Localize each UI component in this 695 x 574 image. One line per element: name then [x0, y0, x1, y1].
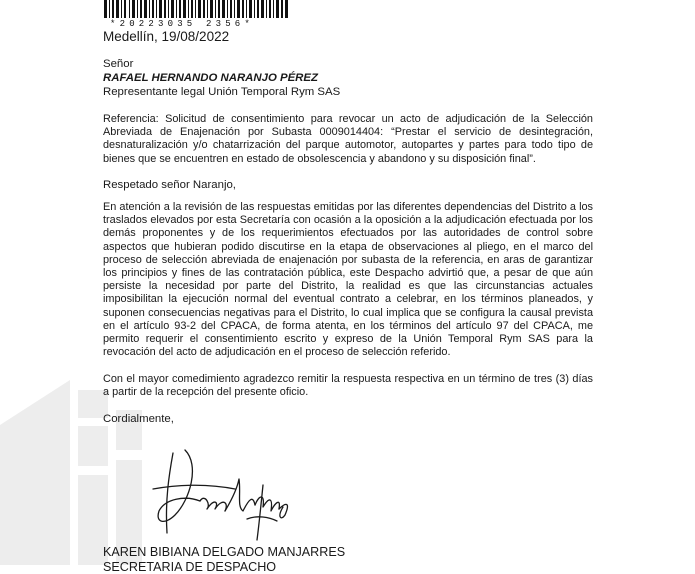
barcode: [104, 0, 288, 18]
watermark-logo: [0, 380, 160, 565]
closing-paragraph: Con el mayor comedimiento agradezco remitir la respuesta respectiva en un término de tres (3) días a partir de la recepción del presente oficio.: [103, 373, 593, 399]
body-paragraph: En atención a la revisión de las respuestas emitidas por las diferentes dependencias del Distrito a los traslados elevados por esta Secretaría con ocasión a la oposición a la adjudicación efectuada por los demás proponentes y de los requerimientos efectuados por las autoridades de control sobre aspectos que hubieran podido discutirse en la etapa de observaciones al pliego, en el marco del proceso de selección abreviada de enajenación por subasta de la referencia, en aras de garantizar los principios y fines de las contratación pública, este Despacho advirtió que, a pesar de que aún persiste la necesidad por parte del Distrito, la realidad es que las circunstancias actuales imposibilitan la ejecución normal del eventual contrato a celebrar, en los términos planeados, y suponen consecuencias negativas para el Distrito, lo cual implica que se configura la causal prevista en el artículo 93-2 del CPACA, de forma atenta, en los términos del artículo 97 del CPACA, me permito requerir el consentimiento escrito y expreso de la Unión Temporal Rym SAS para la revocación del acto de adjudicación en el proceso de selección referido.: [103, 201, 593, 359]
signer-title: SECRETARIA DE DESPACHO: [103, 560, 277, 574]
greeting: Respetado señor Naranjo,: [103, 179, 236, 191]
sign-off: Cordialmente,: [103, 413, 174, 425]
handwritten-signature: [145, 445, 295, 545]
barcode-number: *20223035 2356*: [110, 19, 255, 29]
salutation-header: Señor: [103, 58, 134, 70]
date-line: Medellín, 19/08/2022: [103, 29, 230, 44]
recipient-name: RAFAEL HERNANDO NARANJO PÉREZ: [103, 72, 318, 84]
recipient-title: Representante legal Unión Temporal Rym SAS: [103, 86, 341, 98]
reference-paragraph: Referencia: Solicitud de consentimiento para revocar un acto de adjudicación de la Selección Abreviada de Enajenación por Subasta 0009014404: “Prestar el servicio de desintegración, desnaturalización y/o chatarrización del parque automotor, autopartes y partes para todo tipo de bienes que se encuentren en estado de obsolescencia y abandono y su disposición final”.: [103, 113, 593, 165]
signer-name: KAREN BIBIANA DELGADO MANJARRES: [103, 545, 346, 559]
